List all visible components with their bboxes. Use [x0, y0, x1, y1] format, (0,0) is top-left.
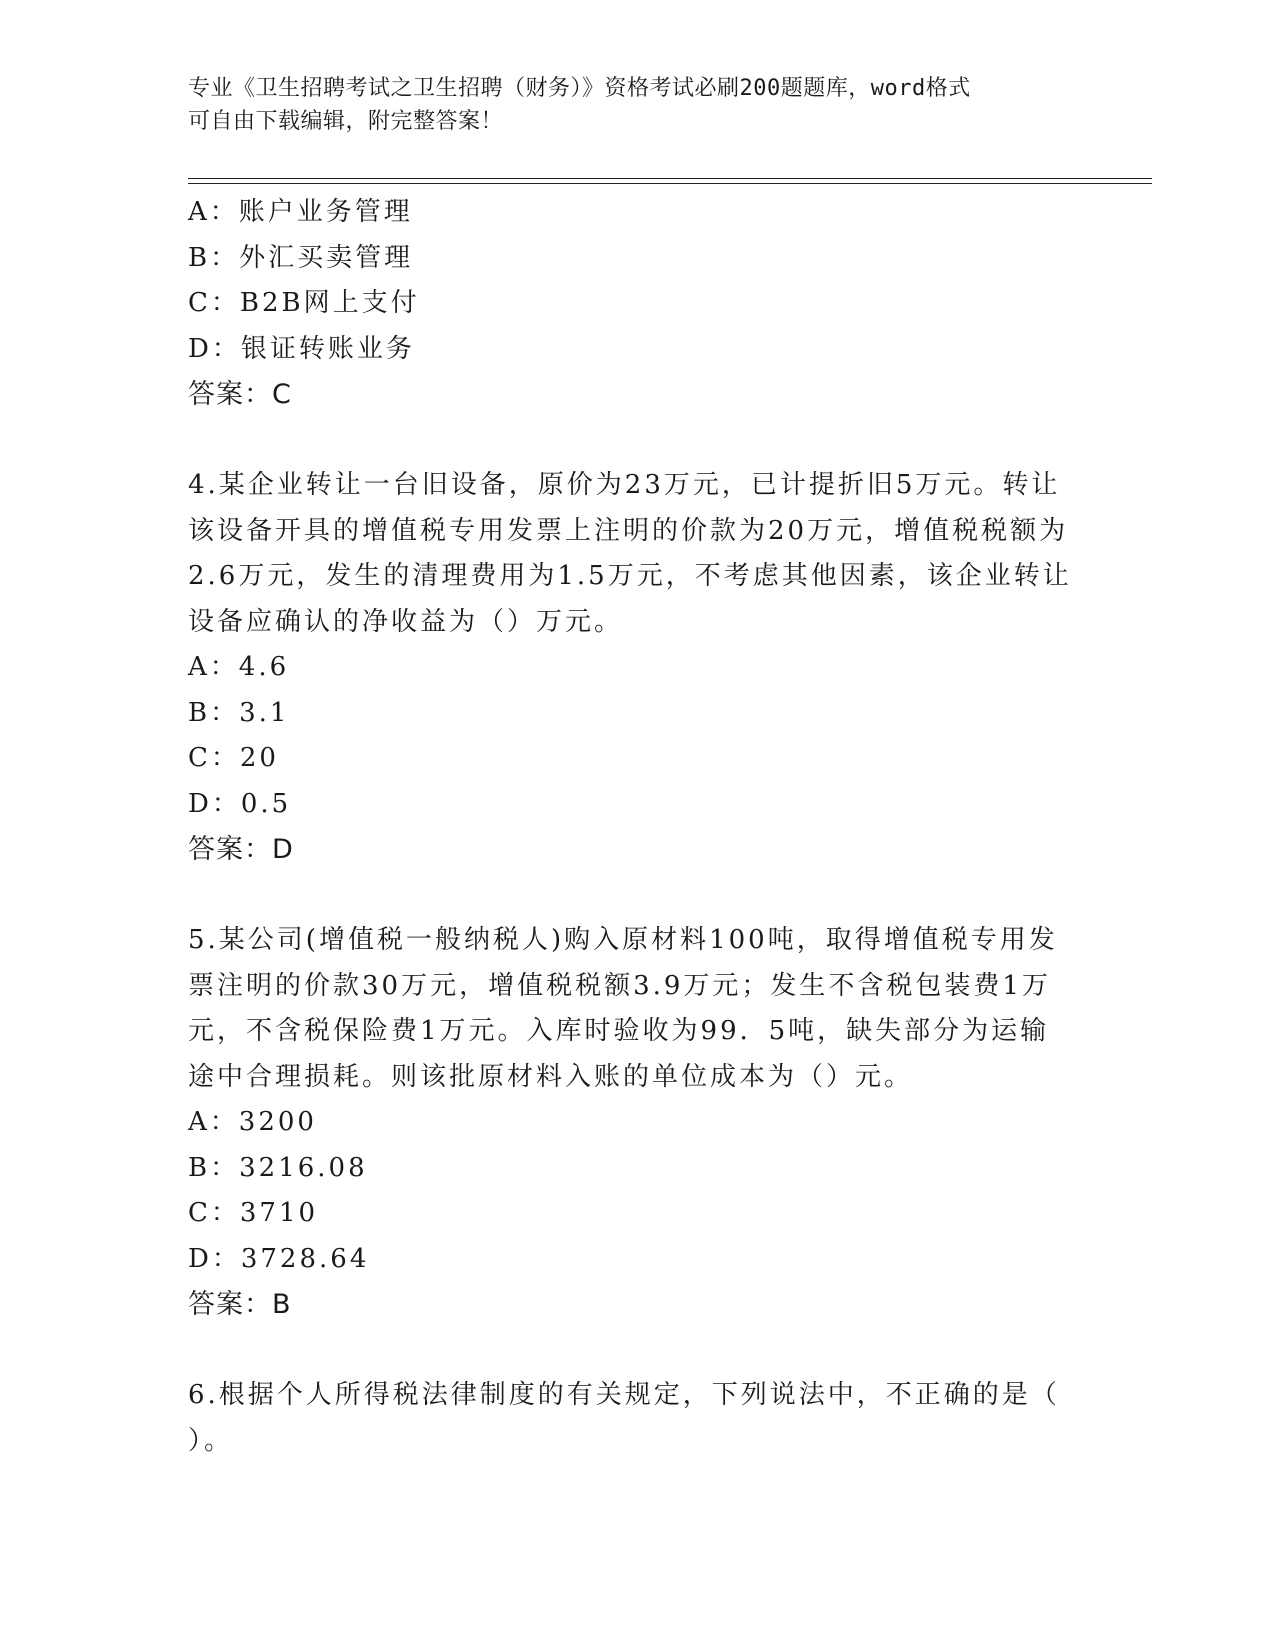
- q5-option-c: C：3710: [188, 1198, 319, 1228]
- spacer: [188, 873, 1088, 919]
- header-divider-bottom: [188, 183, 1152, 184]
- q3-option-c: C：B2B网上支付: [188, 288, 420, 318]
- q4-stem-line-4: 设备应确认的净收益为（）万元。: [188, 606, 624, 637]
- q5-option-a: A：3200: [188, 1107, 317, 1137]
- q6-stem-line-2: ）。: [188, 1425, 234, 1456]
- q3-option-b: B：外汇买卖管理: [188, 242, 414, 273]
- q3-option-d: D：银证转账业务: [188, 333, 415, 364]
- q5-option-d: D：3728.64: [188, 1243, 370, 1274]
- q5-stem-line-3: 元，不含税保险费1万元。入库时验收为99．5吨，缺失部分为运输: [188, 1016, 1050, 1046]
- header-line-2: 可自由下载编辑，附完整答案！: [188, 109, 504, 134]
- q5-stem-line-4: 途中合理损耗。则该批原材料入账的单位成本为（）元。: [188, 1061, 914, 1092]
- spacer: [188, 1328, 1088, 1374]
- q5-stem-line-1: 5.某公司(增值税一般纳税人)购入原材料100吨，取得增值税专用发: [188, 925, 1058, 955]
- question-body: [188, 190, 1088, 1464]
- header-divider-top: [188, 178, 1152, 179]
- q4-option-d: D：0.5: [188, 788, 292, 819]
- q4-answer: 答案：D: [188, 834, 294, 865]
- q3-option-a: A：账户业务管理: [188, 197, 413, 227]
- header-line-1: 专业《卫生招聘考试之卫生招聘（财务）》资格考试必刷200题题库，word格式: [188, 76, 971, 101]
- q5-answer: 答案：B: [188, 1289, 292, 1320]
- question-3-block: [188, 190, 1088, 418]
- question-5-block: [188, 918, 1088, 1328]
- document-header: [188, 72, 1088, 138]
- q4-stem-line-1: 4.某企业转让一台旧设备，原价为23万元，已计提折旧5万元。转让: [188, 470, 1061, 500]
- q5-option-b: B：3216.08: [188, 1152, 368, 1183]
- q3-answer: 答案：C: [188, 379, 292, 410]
- q5-stem-line-2: 票注明的价款30万元，增值税税额3.9万元；发生不含税包装费1万: [188, 970, 1051, 1001]
- q4-option-b: B：3.1: [188, 697, 290, 728]
- q4-stem-line-2: 该设备开具的增值税专用发票上注明的价款为20万元，增值税税额为: [188, 515, 1069, 546]
- question-6-block: [188, 1373, 1088, 1464]
- q4-option-c: C：20: [188, 743, 279, 773]
- q4-stem-line-3: 2.6万元，发生的清理费用为1.5万元，不考虑其他因素，该企业转让: [188, 561, 1072, 591]
- q6-stem-line-1: 6.根据个人所得税法律制度的有关规定，下列说法中，不正确的是（: [188, 1380, 1060, 1410]
- q4-option-a: A：4.6: [188, 652, 290, 682]
- spacer: [188, 418, 1088, 464]
- question-4-block: [188, 463, 1088, 873]
